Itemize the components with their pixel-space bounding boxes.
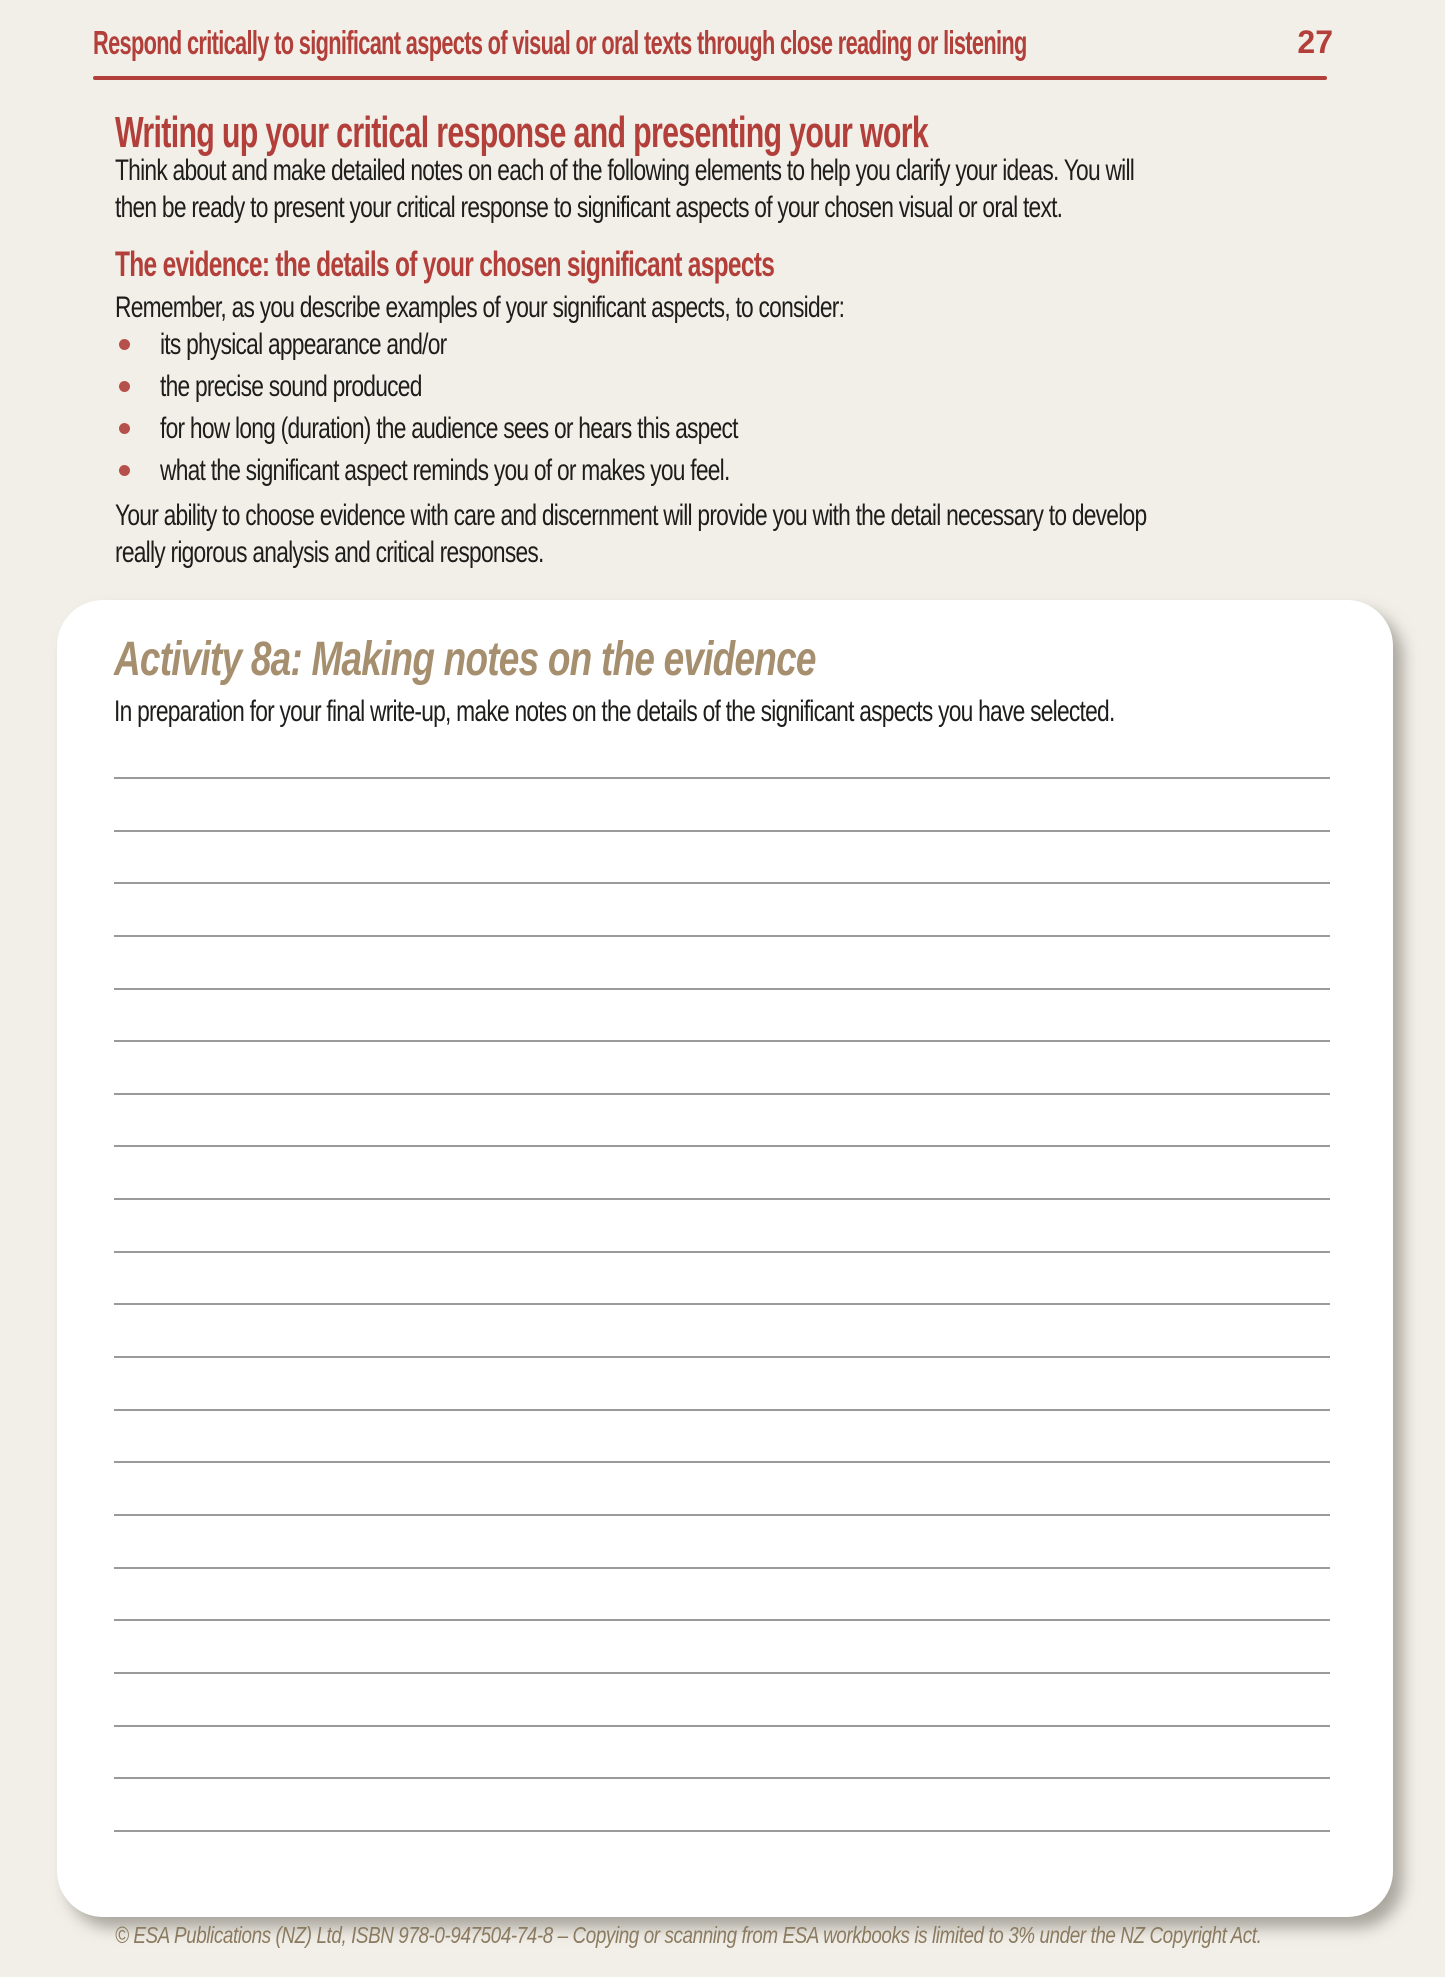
bullet-item — [115, 450, 920, 492]
bullet-dot-icon — [119, 339, 130, 350]
writing-line — [114, 1619, 1330, 1621]
writing-line — [114, 1461, 1330, 1463]
bullet-dot-icon — [119, 423, 130, 434]
writing-line — [114, 1672, 1330, 1674]
writing-line — [114, 1830, 1330, 1832]
writing-line — [114, 1409, 1330, 1411]
text-line: Think about and make detailed notes on each of the following elements to help you clarify your ideas. You will — [115, 154, 1135, 187]
writing-line — [114, 935, 1330, 937]
bullet-text: what the significant aspect reminds you of or makes you feel. — [160, 454, 730, 487]
writing-line — [114, 1356, 1330, 1358]
writing-line — [114, 1303, 1330, 1305]
writing-line — [114, 830, 1330, 832]
activity-instructions-text: In preparation for your final write-up, make notes on the details of the significant aspects you have selected. — [114, 695, 1115, 728]
writing-line — [114, 1777, 1330, 1779]
header-title: Respond critically to significant aspects of visual or oral texts through close reading or listening — [93, 24, 1027, 61]
writing-line — [114, 1093, 1330, 1095]
writing-line — [114, 882, 1330, 884]
bullet-text: its physical appearance and/or — [160, 328, 447, 361]
writing-line — [114, 988, 1330, 990]
activity-title-text: Activity 8a: Making notes on the evidence — [114, 633, 816, 686]
bullet-item — [115, 366, 920, 408]
writing-line — [114, 1198, 1330, 1200]
intro-paragraph — [115, 152, 1445, 226]
bullet-dot-icon — [119, 381, 130, 392]
writing-line — [114, 1040, 1330, 1042]
bullet-text: the precise sound produced — [160, 370, 422, 403]
header-rule — [93, 76, 1327, 80]
section-heading-evidence — [115, 245, 1057, 285]
evidence-bullet-list — [115, 324, 920, 492]
writing-line — [114, 1514, 1330, 1516]
bullet-dot-icon — [119, 465, 130, 476]
evidence-intro-text: Remember, as you describe examples of your significant aspects, to consider: — [115, 291, 845, 324]
page-footer — [115, 1922, 1445, 1949]
section-heading-writing-up — [115, 108, 1293, 158]
footer-text: © ESA Publications (NZ) Ltd, ISBN 978-0-947504-74-8 – Copying or scanning from ESA workbooks is limited to 3% under the NZ Copyright Act. — [115, 1922, 1262, 1948]
bullet-text: for how long (duration) the audience sees or hears this aspect — [160, 412, 738, 445]
section-heading-writing-up-text: Writing up your critical response and presenting your work — [115, 108, 929, 157]
text-line: really rigorous analysis and critical responses. — [115, 536, 544, 569]
writing-line — [114, 1145, 1330, 1147]
writing-line — [114, 777, 1330, 779]
evidence-outro-paragraph — [115, 497, 1445, 571]
activity-title — [114, 632, 1025, 687]
writing-line — [114, 1251, 1330, 1253]
writing-line — [114, 1725, 1330, 1727]
bullet-item — [115, 324, 920, 366]
ruled-lines — [114, 777, 1330, 1832]
writing-line — [114, 1567, 1330, 1569]
bullet-item — [115, 408, 920, 450]
page-number: 27 — [1297, 24, 1333, 60]
activity-instructions — [114, 693, 1430, 735]
text-line: then be ready to present your critical response to significant aspects of your chosen visual or oral text. — [115, 191, 1063, 224]
section-heading-evidence-text: The evidence: the details of your chosen significant aspects — [115, 245, 775, 284]
text-line: Your ability to choose evidence with care and discernment will provide you with the detail necessary to develop — [115, 499, 1147, 532]
